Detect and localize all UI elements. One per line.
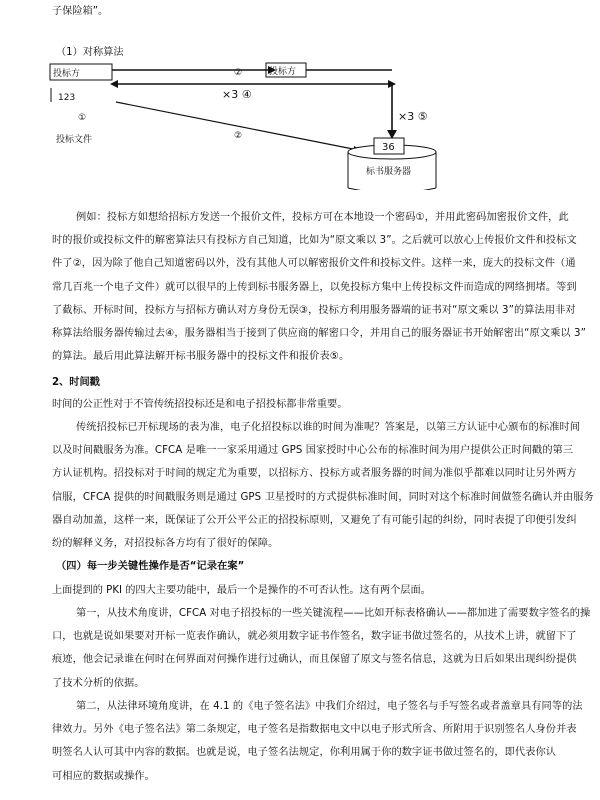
bidder-id: 123: [58, 93, 76, 103]
bidder-label: 投标方: [53, 69, 81, 79]
text-line: 称算法给服务器传输过去④，服务器相当于接到了供应商的解密口令，并用自己的服务器证书开始解密出“原文乘以 3”: [52, 328, 586, 339]
arrow-2-label: ②: [234, 68, 243, 78]
text-line: 件了②，因为除了他自己知道密码以外，没有其他人可以解密报价文件和投标文件。这样一来，庞大的投标文件（通: [52, 258, 576, 270]
server-bottom: [348, 188, 436, 190]
text-line: 了截标、开标时间，投标方与招标方确认对方身份无误③，投标方利用服务器端的证书对“原文乘以 3”的算法用非对: [52, 304, 576, 316]
text-line: 常几百兆一个电子文件）就可以很早的上传到标书服务器上，以免投标方集中上传投标文件而造成的网络拥堵。等到: [52, 281, 577, 293]
symmetric-algorithm-diagram: [0, 40, 600, 190]
section-title-symmetric: （1）对称算法: [56, 47, 124, 58]
server-key: 36: [382, 142, 395, 153]
paragraph-time-fairness: 时间的公正性对于不管传统招投标还是和电子招投标都非常重要。: [52, 399, 348, 410]
text-line: 第一，从技术角度讲，CFCA 对电子招投标的一些关键流程——比如开标表格确认——都加进了需要数字签名的操: [76, 608, 591, 619]
x3-label: ×3 ④: [222, 88, 252, 101]
top-line: 子保险箱”。: [52, 6, 109, 17]
text-line: 纷的解释义务，对招投标各方均有了很好的保障。: [52, 538, 279, 549]
section-title-timestamp: 2、时间戳: [52, 377, 100, 388]
text-line: 信服，CFCA 提供的时间戳服务则是通过 GPS 卫星授时的方式提供标准时间，同时对这个标准时间做签名确认并由服务: [52, 491, 594, 503]
paragraph-pki: 上面提到的 PKI 的四大主要功能中，最后一个是操作的不可否认性。这有两个层面。: [52, 585, 431, 596]
text-line: 例如：投标方如想给招标方发送一个报价文件，投标方可在本地设一个密码①，并用此密码加密报价文件，此: [76, 212, 569, 223]
text-line: 以及时间戳服务为准。CFCA 是唯一一家采用通过 GPS 国家授时中心公布的标准时间为用户提供公正时间戳的第三: [52, 445, 574, 457]
text-line: 可相应的数据或操作。: [52, 770, 155, 782]
arrow-diagonal: [116, 102, 358, 150]
text-line: 律效力。另外《电子签名法》第二条规定，电子签名是指数据电文中以电子形式所含、所附用于识别签名人身份并表: [52, 724, 577, 736]
arrow-head-double-left: [110, 80, 118, 88]
text-line: 明签名人认可其中内容的数据。也就是说，电子签名法规定，你利用属于你的数字证书做过签名的，即代表你认: [52, 747, 557, 759]
text-line: 方认证机构。招投标对于时间的规定尤为重要，以招标方、投标方或者服务器的时间为准似乎都难以同时让另外两方: [52, 468, 577, 480]
circle-1: ①: [78, 113, 87, 123]
text-line: 传统招投标已开标现场的表为准，电子化招投标以谁的时间为准呢？答案是，以第三方认证中心颁布的标准时间: [76, 422, 581, 433]
text-line: 了技术分析的依据。: [52, 677, 145, 689]
arrow-2b-label: ②: [234, 131, 243, 141]
text-line: 痕迹，他会记录谁在何时在何界面对何操作进行过确认，而且保留了原文与签名信息，这就为日后如果出现纠纷提供: [52, 654, 577, 666]
text-line: 的算法。最后用此算法解开标书服务器中的投标文件和报价表⑤。: [52, 351, 350, 363]
bidder-box-2-label: 投标方: [269, 67, 297, 77]
text-line: 第二，从法律环境角度讲，在 4.1 的《电子签名法》中我们介绍过，电子签名与手写签名或者盖章具有同等的法: [76, 701, 583, 712]
text-line: 口，也就是说如果要对开标一览表作确认，就必须用数字证书作签名，数字证书做过签名的，从技术上讲，就留下了: [52, 631, 577, 643]
text-line: 器自动加盖，这样一来，既保证了公开公平公正的招投标原则，又避免了有可能引起的纠纷，同时表提了印便引发纠: [52, 514, 577, 526]
bidder-file-label: 投标文件: [56, 135, 93, 145]
x3-right-label: ×3 ⑤: [398, 110, 428, 123]
text-line: 时的报价或投标文件的解密算法只有投标方自己知道，比如为“原文乘以 3”。之后就可以放心上传报价文件和投标文: [52, 235, 577, 247]
section-title-records: （四）每一步关键性操作是否“记录在案”: [56, 561, 245, 572]
server-label: 标书服务器: [366, 167, 412, 177]
